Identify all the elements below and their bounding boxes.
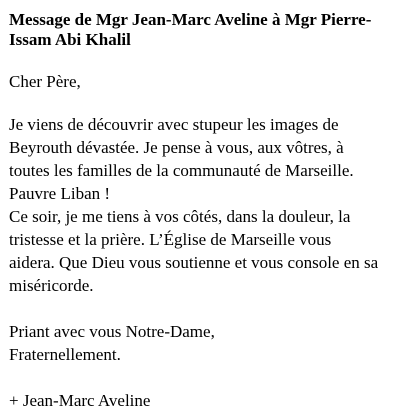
body-line: aidera. Que Dieu vous soutienne et vous console en sa	[9, 253, 379, 272]
letter-title	[9, 10, 397, 50]
closing-line: Fraternellement.	[9, 345, 121, 364]
salutation: Cher Père,	[9, 72, 81, 91]
body-line: tristesse et la prière. L’Église de Marseille vous	[9, 230, 332, 249]
signature: + Jean-Marc Aveline	[9, 391, 151, 410]
title-line: Message de Mgr Jean-Marc Aveline à Mgr Pierre-	[9, 10, 372, 29]
body-line: Beyrouth dévastée. Je pense à vous, aux vôtres, à	[9, 138, 344, 157]
body-line: miséricorde.	[9, 276, 94, 295]
body-line: Je viens de découvrir avec stupeur les images de	[9, 115, 339, 134]
letter-body	[9, 113, 397, 297]
title-line: Issam Abi Khalil	[9, 30, 131, 49]
closing-line: Priant avec vous Notre-Dame,	[9, 322, 215, 341]
body-line: toutes les familles de la communauté de Marseille.	[9, 161, 354, 180]
letter-closing	[9, 320, 397, 366]
body-line: Pauvre Liban !	[9, 184, 111, 203]
body-line: Ce soir, je me tiens à vos côtés, dans la douleur, la	[9, 207, 351, 226]
letter-document	[9, 10, 397, 412]
